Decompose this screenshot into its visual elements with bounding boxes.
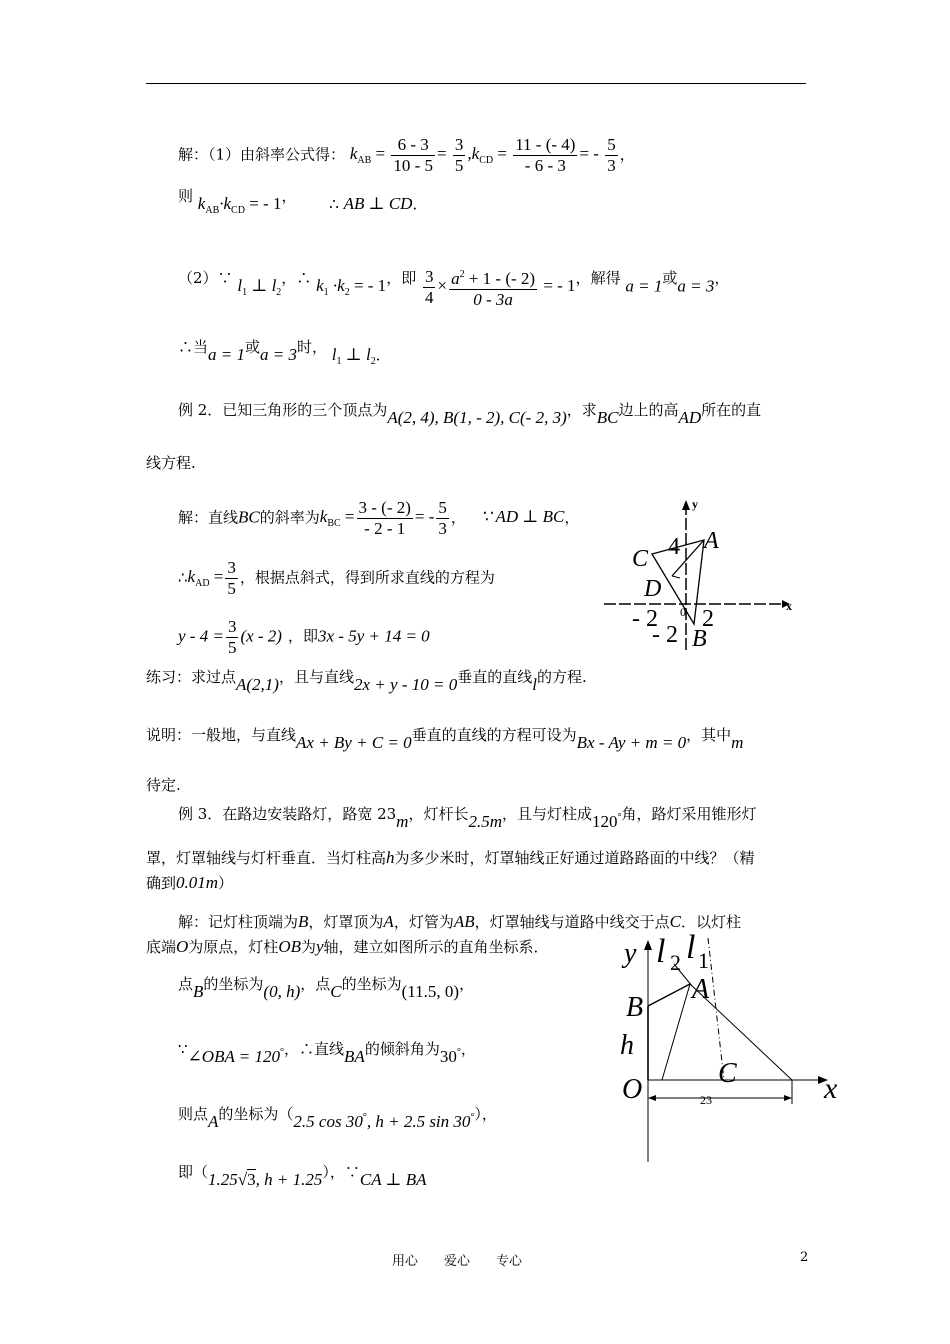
den: 4 — [424, 288, 434, 307]
b: ，∴直线 — [284, 1040, 345, 1058]
solution-1-line2 — [178, 187, 428, 221]
l1-label: l — [686, 929, 696, 966]
example-2 — [178, 401, 762, 428]
num: 11 - (- 4) — [515, 135, 576, 154]
eq: = — [497, 144, 507, 164]
h: h — [386, 848, 395, 867]
keq: = - 1 — [349, 276, 387, 296]
tail: ，根据点斜式，得到所求直线的方程为 — [239, 568, 495, 587]
C: C — [330, 982, 342, 1001]
point-a-label: A — [704, 528, 719, 554]
perp: ⊥ — [247, 276, 272, 296]
header-rule — [146, 83, 806, 84]
eq: = — [375, 144, 386, 164]
sqrt: √ — [237, 1170, 248, 1189]
c2: ， — [564, 508, 580, 527]
a1: a = 1 — [208, 345, 245, 364]
d: ， — [460, 1040, 476, 1058]
l2: l — [366, 345, 371, 364]
point-c-label: C — [718, 1058, 737, 1089]
a: 则点 — [178, 1105, 209, 1123]
c2: , h + 2.5 sin 30 — [366, 1112, 471, 1131]
a: ∵ — [178, 1040, 188, 1058]
eq: = — [437, 144, 447, 164]
l1-subscript: 1 — [698, 948, 709, 973]
c: ，灯管为 — [393, 913, 454, 931]
or: 或 — [662, 269, 678, 288]
num: 3 — [227, 617, 237, 636]
c1: 1.25 — [208, 1170, 238, 1189]
lead: ∴ — [178, 568, 188, 587]
eq: 3x - 5y + 14 = 0 — [317, 626, 430, 646]
solution-ex3-point-coords — [178, 975, 475, 1002]
num — [449, 265, 537, 290]
solution-ex2-line1 — [178, 498, 579, 539]
num: 5 — [438, 498, 447, 517]
note-line2: 待定. — [146, 776, 181, 794]
example-3-line1 — [178, 805, 757, 832]
rhs: = - 1 — [244, 194, 282, 213]
c2: , h + 1.25 — [255, 1170, 323, 1189]
period: ． — [375, 346, 391, 364]
lead: 例 3．在路边安装路灯，路宽 23 — [178, 805, 397, 823]
solution-2-conclusion — [178, 338, 391, 372]
angle-value: 120 — [592, 812, 618, 831]
sol-b: a = 3 — [677, 276, 715, 296]
num: 5 — [607, 135, 616, 154]
B: B — [193, 982, 204, 1001]
y: y — [316, 937, 324, 956]
c: 角，路灯采用锥形灯 — [621, 805, 757, 823]
ad: AD — [678, 408, 702, 427]
tick-2-label: 2 — [702, 606, 714, 632]
tail: ，其中 — [686, 726, 732, 744]
mid: ，即 — [287, 627, 318, 646]
den: 0 - 3a — [473, 290, 513, 309]
k: k — [187, 567, 196, 587]
edge: 边上的高 — [618, 401, 679, 419]
when: 时， — [297, 338, 328, 356]
fraction — [423, 267, 436, 308]
c: 的倾斜角为 — [364, 1040, 440, 1058]
den: 5 — [454, 156, 464, 175]
example-3-line3 — [146, 873, 233, 893]
a: 即（ — [178, 1163, 209, 1181]
fraction — [605, 135, 618, 176]
angle: ∠OBA = 120 — [187, 1047, 281, 1066]
a: 底端 — [146, 938, 177, 956]
fraction — [513, 135, 577, 176]
solution-ex3-point-a — [178, 1105, 497, 1132]
s2: CD — [231, 205, 245, 216]
rhs: = - 1 — [539, 276, 576, 296]
footer-text: 用心 爱心 专心 — [392, 1254, 523, 1269]
eq: = — [340, 507, 355, 527]
rest: (x - 2) — [240, 626, 282, 646]
perp-expr: AB ⊥ CD — [343, 194, 413, 213]
solution-ex2-line2 — [178, 558, 495, 599]
x-label: x — [786, 599, 792, 613]
l: l — [532, 675, 537, 694]
B: B — [298, 912, 309, 931]
street-lamp-figure — [612, 928, 856, 1168]
b: ，且与灯柱成 — [502, 805, 593, 823]
c1: ， — [450, 508, 466, 527]
deg1: ° — [362, 1112, 367, 1123]
times: × — [437, 276, 448, 296]
den: 5 — [227, 638, 237, 657]
c: ，点 — [300, 975, 331, 993]
perp: CA ⊥ BA — [359, 1170, 427, 1189]
k-cd-sub: CD — [479, 155, 494, 167]
c1: ，∴ — [281, 269, 312, 288]
den: 3 — [438, 519, 447, 538]
page-number: 2 — [800, 1250, 809, 1265]
OB: OB — [278, 937, 301, 956]
l2-subscript: 2 — [670, 950, 681, 975]
s2: 2 — [370, 356, 376, 367]
b: 为原点，灯柱 — [188, 938, 279, 956]
solution-2-line — [178, 265, 729, 310]
k-ab: k — [349, 144, 358, 164]
c4: ， — [714, 269, 730, 288]
a: ，灯杆长 — [408, 805, 469, 823]
label: 解：（1）由斜率公式得： — [178, 145, 346, 164]
fraction — [226, 617, 239, 658]
point: A(2,1) — [236, 675, 279, 694]
neg: = - — [579, 144, 599, 164]
lead: 例 2．已知三角形的三个顶点为 — [178, 401, 388, 419]
lhs: y - 4 = — [178, 626, 224, 646]
a: 解：记灯柱顶端为 — [178, 913, 299, 931]
or: 或 — [245, 338, 261, 356]
ksub: AD — [195, 578, 210, 590]
fraction — [225, 558, 238, 599]
b: ） — [218, 874, 234, 892]
l2-label: l — [656, 933, 666, 970]
point-b-label: B — [626, 992, 644, 1023]
s2: 2 — [276, 287, 282, 299]
fraction — [391, 135, 435, 176]
c2: ，即 — [386, 269, 417, 288]
therefore: ∴ — [329, 195, 339, 213]
num: 6 - 3 — [391, 135, 435, 156]
tick-neg2-x-label: - 2 — [632, 606, 658, 632]
b: 的坐标为（ — [218, 1105, 294, 1123]
k1: k — [197, 194, 206, 213]
rest: + 1 - (- 2) — [464, 269, 536, 288]
k-ab-sub: AB — [357, 155, 372, 167]
tick-neg2-y-label: - 2 — [652, 622, 678, 648]
b: ，灯罩顶为 — [308, 913, 384, 931]
k: k — [319, 507, 328, 527]
lead: 练习：求过点 — [146, 668, 237, 686]
solution-ex2-line3 — [178, 617, 430, 658]
den: - 6 - 3 — [524, 156, 566, 175]
bc: BC — [596, 408, 619, 427]
lead: ∴当 — [178, 338, 209, 356]
ks2: 2 — [344, 287, 350, 299]
lamp-arm-ab — [648, 984, 690, 1006]
e: ， — [459, 975, 475, 993]
right-angle-mark — [672, 576, 680, 578]
AB: AB — [453, 912, 475, 931]
comma: ， — [281, 187, 297, 205]
triangle-figure — [600, 492, 800, 652]
bc: BC — [238, 507, 260, 527]
k-cd: k — [471, 144, 480, 164]
note — [146, 726, 744, 753]
line: 2x + y - 10 = 0 — [354, 675, 458, 694]
tick-4-label: 4 — [668, 534, 680, 560]
label: （2）∵ — [178, 269, 233, 288]
lead: 说明：一般地，与直线 — [146, 726, 297, 744]
kdot: ·k — [328, 276, 345, 296]
ze: 则 — [178, 187, 194, 205]
origin-o-label: O — [622, 1074, 643, 1105]
s1: AB — [205, 205, 220, 216]
exercise — [146, 668, 587, 695]
solution-ex3-line2 — [146, 937, 549, 957]
b: 的坐标为 — [203, 975, 264, 993]
A: A — [383, 912, 394, 931]
a: 确到 — [146, 874, 177, 892]
thirty: 30 — [439, 1047, 457, 1066]
neg: = - — [414, 507, 435, 527]
c3: ，解得 — [575, 269, 621, 288]
point-d-label: D — [644, 576, 662, 602]
a: 罩，灯罩轴线与灯杆垂直．当灯柱高 — [146, 849, 387, 867]
origin-label: 0 — [680, 605, 686, 619]
eq: = — [209, 567, 224, 587]
fraction — [453, 135, 466, 176]
num: 3 — [454, 135, 464, 154]
d: 轴，建立如图所示的直角坐标系． — [323, 938, 549, 956]
s1: 1 — [242, 287, 248, 299]
angle — [592, 812, 622, 831]
m: m — [731, 733, 744, 752]
y-axis — [682, 500, 690, 650]
mid: ，且与直线 — [278, 668, 354, 686]
len: 2.5m — [468, 812, 502, 831]
c: ）， — [474, 1105, 497, 1123]
sup: 2 — [459, 269, 465, 280]
ks1: 1 — [323, 287, 329, 299]
y-label: y — [624, 938, 637, 969]
solution-1-line: 解：（1）由斜率公式得： $k_{AB}$ = $\frac{6 - 3}{10 - 5}$ = $\frac{3}{5}$ $,k_{CD}$ = $\frac{11 - (- 4)}{- 6 - 3}$ = - $\frac{5}{3}$ ， — [178, 135, 635, 175]
mid: ，求 — [566, 401, 597, 419]
slope: 的斜率为 — [259, 508, 320, 527]
A: A — [208, 1112, 219, 1131]
deg: ° — [280, 1047, 285, 1058]
y-label: y — [692, 497, 698, 511]
point-a-label: A — [692, 974, 710, 1005]
precision: 0.01m — [176, 873, 219, 892]
C: C — [669, 912, 681, 931]
a3: a = 3 — [260, 345, 297, 364]
width-dimension — [648, 1095, 792, 1101]
point-c-label: C — [632, 546, 649, 572]
perp: 垂直的直线 — [457, 668, 533, 686]
sol-a: a = 1 — [625, 276, 663, 296]
x-axis — [648, 1076, 828, 1084]
coord-b: (0, h) — [263, 982, 301, 1001]
k1: k — [316, 276, 324, 296]
period: ． — [412, 195, 428, 213]
height-h-label: h — [620, 1030, 634, 1061]
perp: ⊥ — [341, 345, 367, 364]
points: A(2, 4), B(1, - 2), C(- 2, 3) — [387, 408, 567, 427]
tail: 所在的直 — [701, 401, 762, 419]
a: a — [451, 269, 460, 288]
eq2: Bx - Ay + m = 0 — [576, 733, 687, 752]
radicand: 3 — [247, 1170, 256, 1189]
example-2-line2: 线方程. — [146, 454, 196, 472]
eq1: Ax + By + C = 0 — [296, 733, 412, 752]
d: ，灯罩轴线与道路中线交于点 — [474, 913, 670, 931]
den: 5 — [227, 579, 236, 598]
m: m — [396, 812, 409, 831]
example-3-line2 — [146, 848, 755, 868]
tail: 的方程. — [536, 668, 587, 686]
deg: ° — [617, 812, 622, 823]
den: - 2 - 1 — [364, 519, 406, 538]
fraction — [449, 265, 537, 310]
num: 3 - (- 2) — [358, 498, 411, 517]
num: 3 — [227, 558, 236, 577]
BA: BA — [344, 1047, 365, 1066]
num: 3 — [424, 267, 434, 286]
cone-left — [662, 984, 690, 1080]
c1: 2.5 cos 30 — [293, 1112, 363, 1131]
d: 的坐标为 — [341, 975, 402, 993]
lead: 解：直线 — [178, 508, 239, 527]
deg2: ° — [470, 1112, 475, 1123]
deg2: ° — [456, 1047, 461, 1058]
solution-ex3-point-a-simplified — [178, 1163, 427, 1190]
coord-c: (11.5, 0) — [401, 982, 460, 1001]
fraction — [436, 498, 449, 539]
b: 为多少米时，灯罩轴线正好通过道路路面的中线？（精 — [394, 849, 755, 867]
l1: l — [331, 345, 337, 364]
b: ），∵ — [322, 1163, 360, 1181]
ksub: BC — [327, 518, 341, 530]
c: 为 — [300, 938, 316, 956]
l1: l — [237, 276, 243, 296]
O: O — [176, 937, 189, 956]
comma: ， — [619, 145, 635, 164]
a: 点 — [178, 975, 194, 993]
solution-ex3-angle — [178, 1040, 476, 1067]
since: ∵ AD ⊥ BC — [480, 507, 565, 527]
road-width-label: 23 — [700, 1093, 712, 1107]
x-label: x — [824, 1072, 838, 1105]
point-b-label: B — [692, 626, 707, 652]
mid: 垂直的直线的方程可设为 — [411, 726, 577, 744]
e: ．以灯柱 — [680, 913, 741, 931]
fraction — [357, 498, 413, 539]
den: 3 — [607, 156, 616, 175]
s1: 1 — [336, 356, 342, 367]
l2: l — [271, 276, 277, 296]
dot-k: ·k — [219, 194, 232, 213]
den: 10 - 5 — [393, 156, 434, 175]
